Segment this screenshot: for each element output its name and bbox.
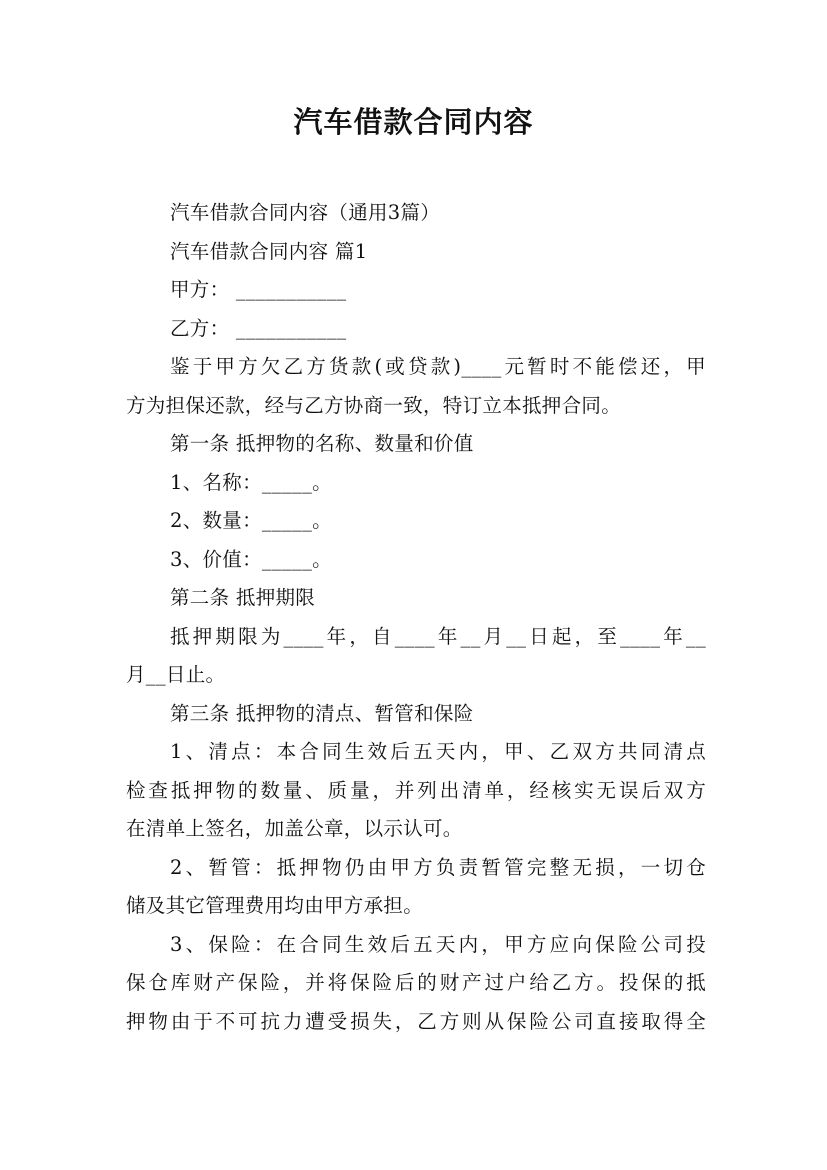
body-line: 鉴于甲方欠乙方货款(或贷款)____元暂时不能偿还，甲 <box>170 355 706 378</box>
body-line: 第三条 抵押物的清点、暂管和保险 <box>170 701 474 725</box>
document-title: 汽车借款合同内容 <box>293 105 534 139</box>
body-line: 第一条 抵押物的名称、数量和价值 <box>170 432 474 455</box>
body-line: 甲方： ___________ <box>170 278 347 301</box>
body-line: 在清单上签名，加盖公章，以示认可。 <box>126 817 463 840</box>
body-line: 2、暂管：抵押物仍由甲方负责暂管完整无损，一切仓 <box>170 855 706 879</box>
body-line: 汽车借款合同内容（通用3篇） <box>170 201 441 224</box>
body-line: 3、保险：在合同生效后五天内，甲方应向保险公司投 <box>170 932 706 956</box>
body-line: 2、数量：_____。 <box>170 509 332 532</box>
body-line: 抵押期限为____年，自____年__月__日起，至____年__ <box>170 624 706 648</box>
document-body <box>126 194 706 1041</box>
body-line: 3、价值：_____。 <box>170 547 332 571</box>
body-line: 方为担保还款，经与乙方协商一致，特订立本抵押合同。 <box>126 393 622 417</box>
body-line: 1、名称：_____。 <box>170 470 332 494</box>
body-line: 押物由于不可抗力遭受损失，乙方则从保险公司直接取得全 <box>126 1009 706 1033</box>
body-line: 乙方： ___________ <box>170 316 347 340</box>
body-line: 汽车借款合同内容 篇1 <box>170 239 368 263</box>
body-line: 第二条 抵押期限 <box>170 586 316 609</box>
body-line: 储及其它管理费用均由甲方承担。 <box>126 894 424 917</box>
body-line: 检查抵押物的数量、质量，并列出清单，经核实无误后双方 <box>126 778 706 802</box>
body-line: 月__日止。 <box>126 663 226 686</box>
body-line: 保仓库财产保险，并将保险后的财产过户给乙方。投保的抵 <box>126 971 706 994</box>
body-line: 1、清点：本合同生效后五天内，甲、乙双方共同清点 <box>170 740 706 763</box>
